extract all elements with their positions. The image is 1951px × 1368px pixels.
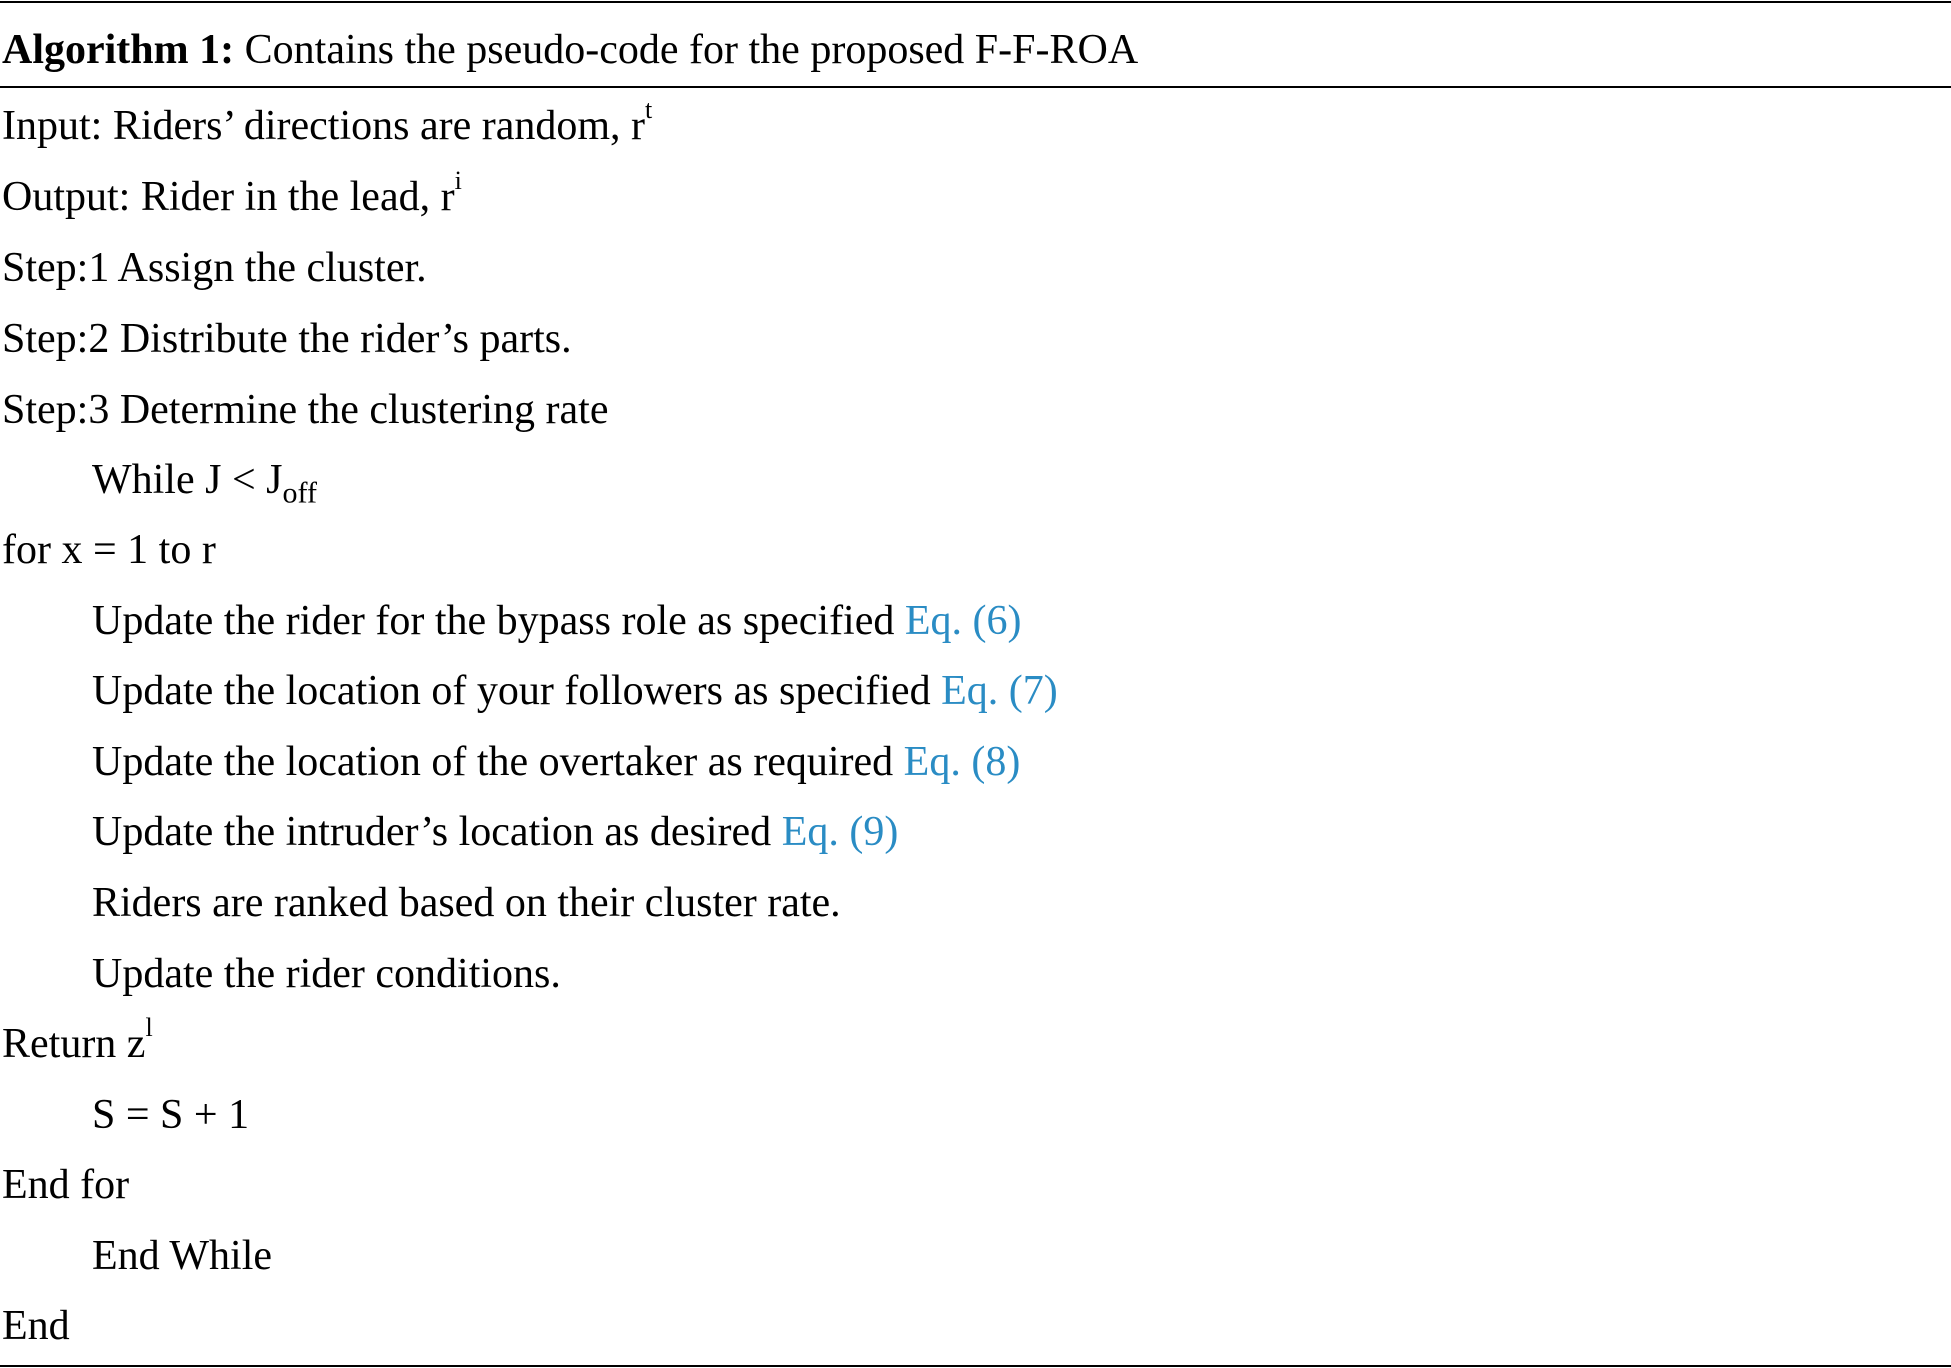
input-line: Input: Riders’ directions are random, $r^t$: [2, 95, 653, 149]
update-intruder-line: Update the intruder’s location as desired Eq. (9): [92, 809, 899, 855]
top-rule: [0, 1, 1951, 3]
step-2-line: Step:2 Distribute the rider’s parts.: [2, 316, 572, 362]
for-line: for x = 1 to r: [2, 527, 216, 573]
algorithm-title: [2, 22, 1138, 78]
equation-6-link[interactable]: Eq. (6): [904, 598, 1022, 644]
title-rule: [0, 86, 1951, 88]
end-for-line: End for: [2, 1162, 130, 1208]
update-bypass-line: Update the rider for the bypass role as specified Eq. (6): [92, 598, 1022, 644]
return-line: Return $z^l$: [2, 1013, 153, 1067]
while-line: While $J < J_{off}$: [92, 457, 317, 510]
equation-7-link[interactable]: Eq. (7): [941, 668, 1058, 714]
bottom-rule: [0, 1365, 1951, 1367]
ranked-line: Riders are ranked based on their cluster rate.: [92, 880, 841, 926]
increment-line: S = S + 1: [92, 1092, 250, 1138]
output-line: Output: Rider in the lead, $r^i$: [2, 166, 462, 220]
update-followers-line: Update the location of your followers as specified Eq. (7): [92, 668, 1058, 714]
step-1-line: Step:1 Assign the cluster.: [2, 245, 427, 291]
equation-9-link[interactable]: Eq. (9): [781, 809, 899, 855]
update-conditions-line: Update the rider conditions.: [92, 951, 561, 997]
algorithm-caption: Contains the pseudo-code for the proposed F-F-ROA: [234, 27, 1139, 73]
algorithm-label: Algorithm 1:: [2, 27, 235, 73]
step-3-line: Step:3 Determine the clustering rate: [2, 387, 609, 433]
equation-8-link[interactable]: Eq. (8): [903, 739, 1021, 785]
end-while-line: End While: [92, 1233, 273, 1279]
end-line: End: [2, 1303, 70, 1349]
update-overtaker-line: Update the location of the overtaker as required Eq. (8): [92, 739, 1021, 785]
